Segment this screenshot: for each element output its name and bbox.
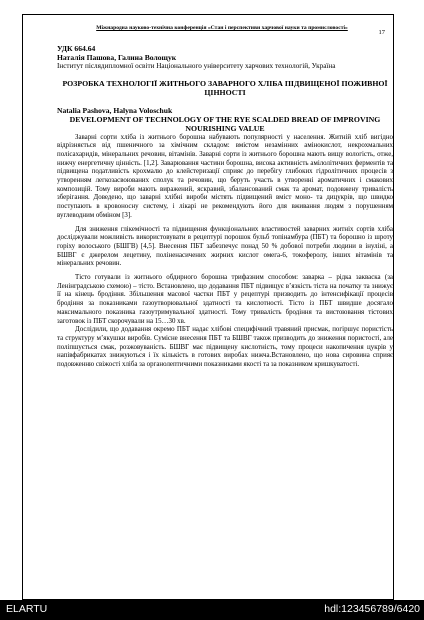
title-uk: РОЗРОБКА ТЕХНОЛОГІЇ ЖИТНЬОГО ЗАВАРНОГО ХЛІБА ПІДВИЩЕНОЇ ПОЖИВНОЇ ЦІННОСТІ xyxy=(62,78,388,97)
udc-code: УДК 664.64 xyxy=(57,44,96,53)
paragraph-2: Для зниження глікемічності та підвищення функціональних властивостей заварних житніх сортів хліба досліджували можливість використовувати в рецептурі порошок бульб топінамбура (ПБТ) та борошно із шроту горіху волоського (БШГВ) [4,5]. Внесення ПБТ забезпечує понад 50 % добової потреби людини в інуліні, а БШВГ є джерелом лецетину, поліненасичених жирних кислот омега-6, токоферолу, інших вітамінів та мінеральних речовин. xyxy=(57,225,393,268)
conference-header: Міжнародна науково-технічна конференція «Стан і перспективи харчової науки та промисловості» xyxy=(96,25,348,31)
paragraph-3: Тісто готували із житнього обдирного борошна трифазним способом: заварка – рідка закваска (за Ленінградською схемою) – тісто. Встановлено, що додавання ПБТ підвищує в’язкість тіста на початку та знижує її на кінець бродіння. Збільшення масової частки ПБТ у рецептурі призводить до інтенсифікації процесів бродіння за показниками газоутворювальної здатності та кислотності. Тісто із ПБТ швидше досягало максимального показника газоутримувальної здатності. Тому тривалість бродіння та вистоювання тістових заготовок із ПБТ скорочували на 15…30 хв. xyxy=(57,274,393,325)
title-en: DEVELOPMENT OF TECHNOLOGY OF THE RYE SCALDED BREAD OF IMPROVING NOURISHING VALUE xyxy=(69,114,381,133)
paragraph-1: Заварні сорти хліба із житнього борошна набувають популярності у населення. Житній хліб вигідно відрізняється від пшеничного за хімічним складом: вмістом незамінних амінокислот, некрохмальних полісахаридів, мінеральних речовин, вітамінів. Заварні сорти із житнього борошна мають вищу вологість, отже, нижчу енергетичну цінність. [1,2]. Заварювання частини борошна, висока активність амілолітичних ферментів та підвищена податливість крохмалю до клейстеризації сприяє до перебігу глибоких гідролітичних процесів з утворенням легкозасвоюваних сполук та речовин, що беруть участь в утворенні ароматичних і смакових композицій. Тому вироби мають виражений, яскравий, збалансований смак та аромат, подовжену тривалість зберігання. Доведено, що заварні хлібні вироби містять підвищений вміст моно- та дицукрів, що швидко поступають в кровоносну систему, і лікарі не рекомендують його для вживання людям з порушенням вуглеводним обміном [3]. xyxy=(57,133,393,219)
footer-repository-name: ELARTU xyxy=(6,603,48,615)
affiliation: Інститут післядипломної освіти Національного університету харчових технологій, Україна xyxy=(57,62,336,70)
paper-page xyxy=(22,14,394,600)
footer-handle: hdl:123456789/6420 xyxy=(324,603,420,615)
paragraph-4: Дослідили, що додавання окремо ПБТ надає хлібові специфічний травяний присмак, погіршує пористість та структуру м’якушки виробів. Сумісне внесення ПБТ та БШВГ також призводить до зниження пористості, але поліпшується смак, розжовуваність. БШВГ має підвищену кислотність, тому процеси накопичення цукрів у напівфабрикатах знижуються і їх кількість в готових виробах нижча.Встановлено, що нова сировина сприяє подовженню свіжості хліба за органолептичними показниками якості та за показником кришкуватості. xyxy=(57,326,393,369)
page-content xyxy=(57,25,393,370)
repository-footer xyxy=(0,600,424,620)
authors-en: Natalia Pashova, Halyna Voloschuk xyxy=(57,105,173,115)
page-number: 17 xyxy=(378,29,385,36)
authors-uk: Наталія Пашова, Галина Волощук xyxy=(57,53,177,62)
